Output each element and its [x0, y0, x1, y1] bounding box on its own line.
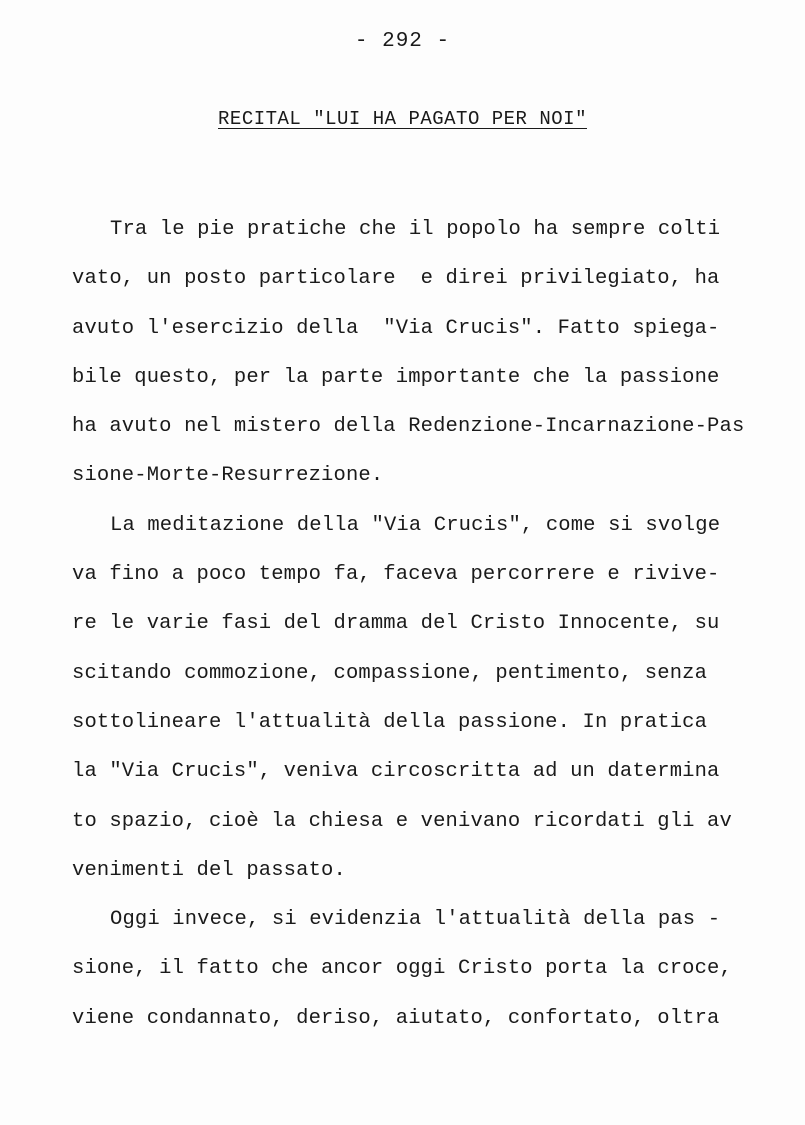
- text-line: Tra le pie pratiche che il popolo ha sempre colti: [110, 218, 721, 241]
- text-line: la "Via Crucis", veniva circoscritta ad un datermina: [72, 760, 720, 784]
- text-line: sione-Morte-Resurrezione.: [72, 464, 384, 488]
- text-line: Oggi invece, si evidenzia l'attualità della pas -: [110, 908, 721, 932]
- text-line: avuto l'esercizio della "Via Crucis". Fatto spiega-: [72, 316, 720, 340]
- text-line: viene condannato, deriso, aiutato, confortato, oltra: [72, 1006, 720, 1030]
- text-line: ha avuto nel mistero della Redenzione-Incarnazione-Pas: [72, 415, 745, 439]
- text-line: La meditazione della "Via Crucis", come si svolge: [110, 513, 721, 537]
- text-line: to spazio, cioè la chiesa e venivano ricordati gli av: [72, 809, 732, 833]
- text-line: re le varie fasi del dramma del Cristo Innocente, su: [72, 612, 720, 636]
- document-title: RECITAL "LUI HA PAGATO PER NOI": [218, 108, 587, 130]
- body-text: [72, 205, 762, 1043]
- text-line: venimenti del passato.: [72, 858, 346, 882]
- text-line: va fino a poco tempo fa, faceva percorrere e rivive-: [72, 563, 720, 587]
- text-line: scitando commozione, compassione, pentimento, senza: [72, 661, 708, 685]
- text-line: vato, un posto particolare e direi privilegiato, ha: [72, 267, 720, 291]
- text-line: bile questo, per la parte importante che la passione: [72, 365, 720, 389]
- page-number: - 292 -: [354, 30, 451, 53]
- text-line: sione, il fatto che ancor oggi Cristo porta la croce,: [72, 957, 732, 981]
- text-line: sottolineare l'attualità della passione. In pratica: [72, 710, 708, 734]
